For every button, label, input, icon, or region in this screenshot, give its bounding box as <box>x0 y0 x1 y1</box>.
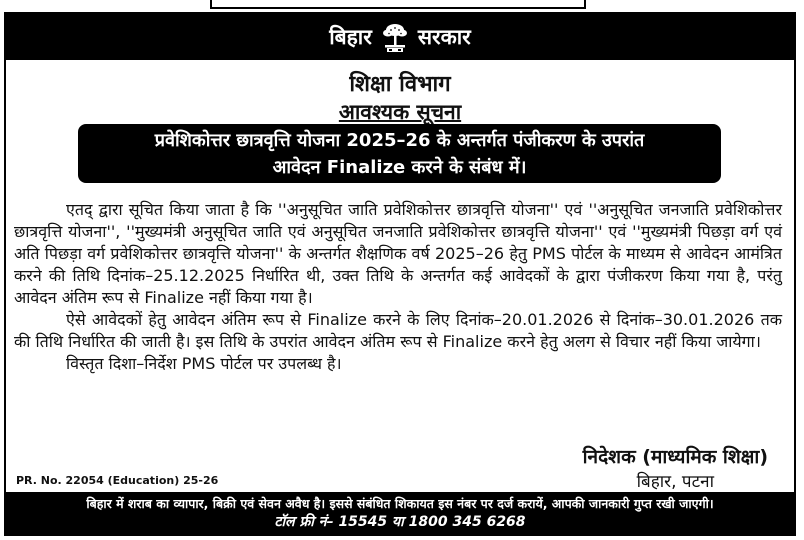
signatory-place: बिहार, पटना <box>636 472 714 492</box>
subject-line-2: आवेदन Finalize करने के संबंध में। <box>272 157 527 178</box>
subject-line-1: प्रवेशिकोत्तर छात्रवृत्ति योजना 2025–26 के अन्तर्गत पंजीकरण के उपरांत <box>154 130 645 151</box>
header-sarkar: सरकार <box>417 25 471 49</box>
header-bihar: बिहार <box>329 25 372 49</box>
notice-title <box>6 98 794 126</box>
notice-body <box>14 199 782 375</box>
body-paragraph-2: ऐसे आवेदकों हेतु आवेदन अंतिम रूप से Finalize करने के लिए दिनांक–20.01.2026 से दिनांक–30.01.2026 तक की तिथि निर्धारित की जाती है। इस तिथि के उपरांत आवेदन अंतिम रूप से Finalize करने हेतु अलग से विचार नहीं किया जायेगा। <box>14 310 782 351</box>
footer-banner <box>6 492 794 534</box>
body-paragraph-1: एतद् द्वारा सूचित किया जाता है कि ''अनुसूचित जाति प्रवेशिकोत्तर छात्रवृत्ति योजना'' एवं ''अनुसूचित जनजाति प्रवेशिकोत्तर छात्रवृत्ति योजना'', ''मुख्यमंत्री अनुसूचित जाति एवं अनुसूचित जनजाति प्रवेशिकोत्तर छात्रवृत्ति योजना'' एवं ''मुख्यमंत्री पिछड़ा वर्ग एवं अति पिछड़ा वर्ग प्रवेशिकोत्तर छात्रवृत्ति योजना'' के अन्तर्गत शैक्षणिक वर्ष 2025–26 हेतु PMS पोर्टल के माध्यम से आवेदन आमंत्रित करने की तिथि दिनांक–25.12.2025 निर्धारित थी, उक्त तिथि के अन्तर्गत कई आवेदकों के द्वारा पंजीकरण किया गया है, परंतु आवेदन अंतिम रूप से Finalize नहीं किया गया है। <box>14 200 782 307</box>
pr-number: PR. No. 22054 (Education) 25-26 <box>16 474 219 487</box>
previous-item-edge <box>210 0 586 9</box>
signatory-title: निदेशक (माध्यमिक शिक्षा) <box>582 446 768 468</box>
bodhi-tree-emblem-icon <box>380 21 410 53</box>
footer-warning: बिहार में शराब का व्यापार, बिक्री एवं सेवन अवैध है। इससे संबंधित शिकायत इस नंबर पर दर्ज करायें, आपकी जानकारी गुप्त रखी जाएगी। <box>86 496 714 511</box>
notice-title-text: आवश्यक सूचना <box>338 100 462 124</box>
notice-panel <box>4 12 796 536</box>
body-paragraph-3: विस्तृत दिशा–निर्देश PMS पोर्टल पर उपलब्ध है। <box>66 354 342 373</box>
department-name: शिक्षा विभाग <box>349 72 451 97</box>
top-strip <box>0 0 804 10</box>
subject-box <box>78 124 721 183</box>
government-header <box>6 14 794 60</box>
signature-block <box>583 444 768 494</box>
toll-free-number: टॉल फ्री नं– 15545 या 1800 345 6268 <box>274 514 526 530</box>
